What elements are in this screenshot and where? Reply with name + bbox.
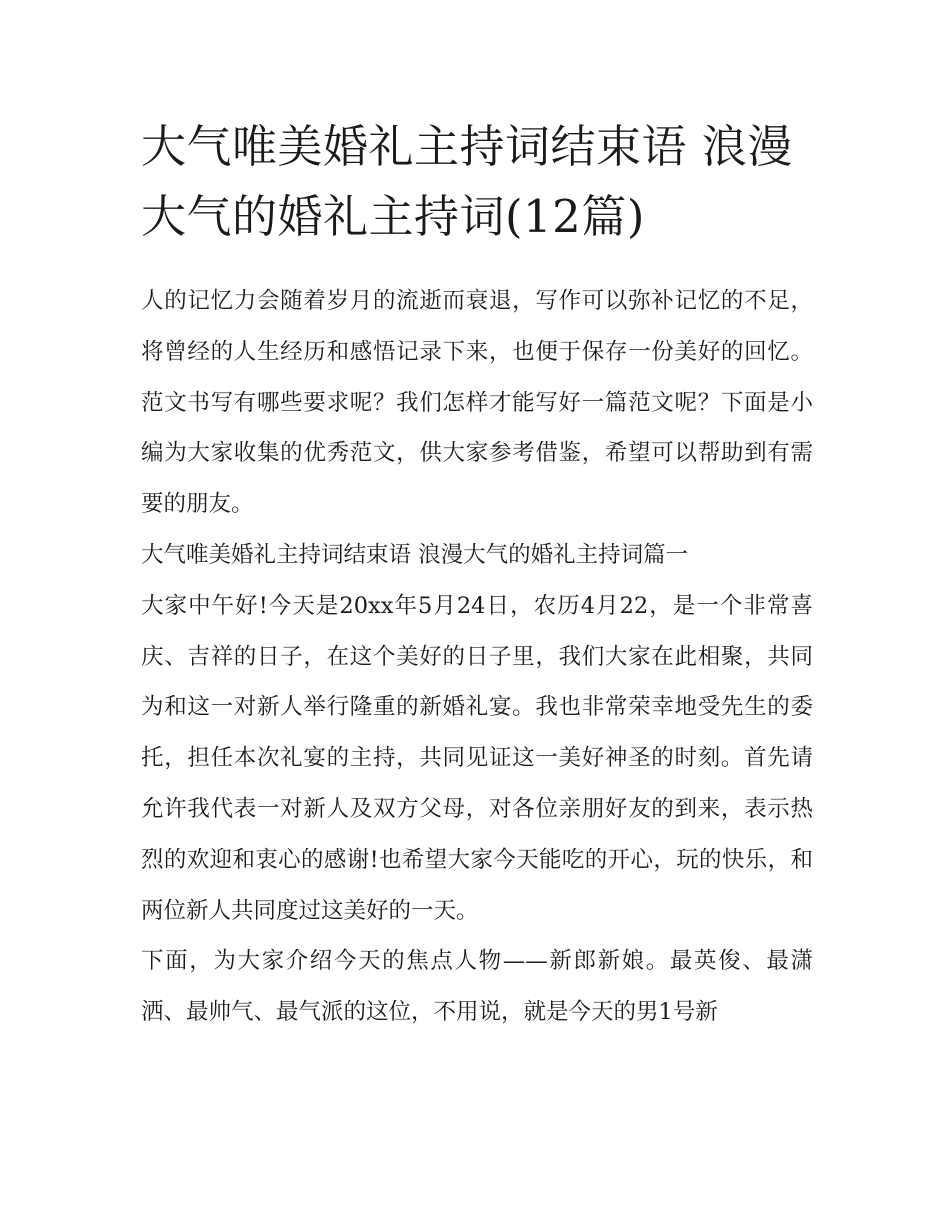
- intro-paragraph: 人的记忆力会随着岁月的流逝而衰退，写作可以弥补记忆的不足，将曾经的人生经历和感悟记录下来，也便于保存一份美好的回忆。范文书写有哪些要求呢？我们怎样才能写好一篇范文呢？下面是小编为大家收集的优秀范文，供大家参考借鉴，希望可以帮助到有需要的朋友。: [141, 288, 813, 518]
- section-heading: 大气唯美婚礼主持词结束语 浪漫大气的婚礼主持词篇一: [141, 541, 689, 568]
- document-title: 大气唯美婚礼主持词结束语 浪漫大气的婚礼主持词(12篇): [141, 120, 793, 243]
- body-paragraph: 下面，为大家介绍今天的焦点人物——新郎新娘。最英俊、最潇洒、最帅气、最气派的这位，不用说，就是今天的男1号新: [141, 948, 813, 1026]
- document-page: [141, 112, 813, 1038]
- document-body: [141, 276, 813, 1038]
- body-paragraph: 大家中午好!今天是20xx年5月24日，农历4月22，是一个非常喜庆、吉祥的日子，在这个美好的日子里，我们大家在此相聚，共同为和这一对新人举行隆重的新婚礼宴。我也非常荣幸地受先生的委托，担任本次礼宴的主持，共同见证这一美好神圣的时刻。首先请允许我代表一对新人及双方父母，对各位亲朋好友的到来，表示热烈的欢迎和衷心的感谢!也希望大家今天能吃的开心，玩的快乐，和两位新人共同度过这美好的一天。: [141, 592, 813, 924]
